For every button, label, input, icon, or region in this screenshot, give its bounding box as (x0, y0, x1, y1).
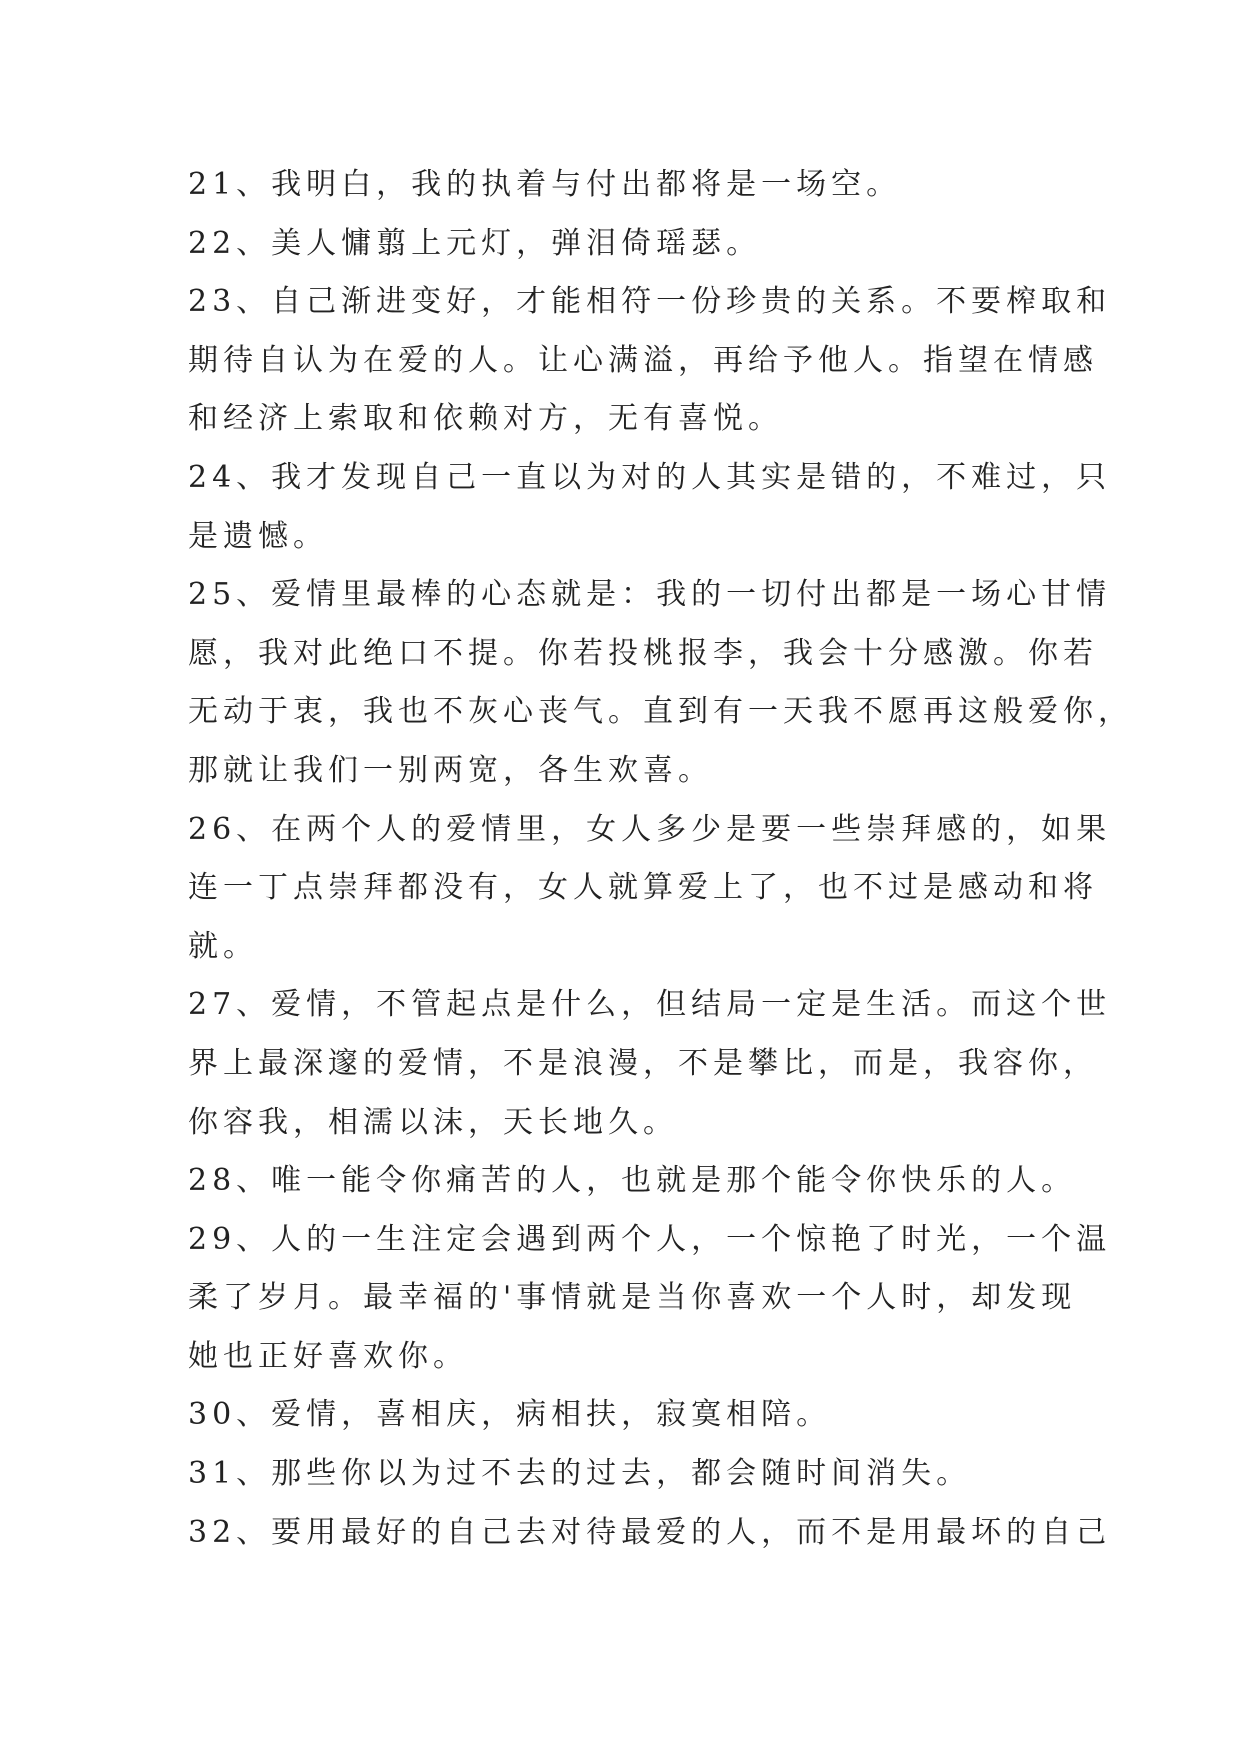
quote-25 (188, 566, 1133, 800)
text-line: 32、要用最好的自己去对待最爱的人，而不是用最坏的自己 (188, 1514, 1112, 1550)
text-line: 是遗憾。 (188, 518, 328, 554)
quote-24 (188, 449, 1112, 566)
text-line: 愿，我对此绝口不提。你若投桃报李，我会十分感激。你若 (188, 635, 1098, 671)
quote-26 (188, 801, 1112, 977)
text-line: 30、爱情，喜相庆，病相扶，寂寞相陪。 (188, 1397, 832, 1433)
quote-21 (188, 156, 1068, 215)
text-line: 就。 (188, 928, 258, 964)
quote-30 (188, 1386, 1068, 1445)
text-line: 27、爱情，不管起点是什么，但结局一定是生活。而这个世 (188, 987, 1112, 1023)
quote-list (188, 156, 1133, 1562)
text-line: 26、在两个人的爱情里，女人多少是要一些崇拜感的，如果 (188, 811, 1112, 847)
text-line: 和经济上索取和依赖对方，无有喜悦。 (188, 401, 783, 437)
text-line: 31、那些你以为过不去的过去，都会随时间消失。 (188, 1456, 972, 1492)
quote-28 (188, 1152, 1077, 1211)
text-line: 25、爱情里最棒的心态就是：我的一切付出都是一场心甘情 (188, 577, 1112, 613)
quote-23 (188, 273, 1112, 449)
text-line: 29、人的一生注定会遇到两个人，一个惊艳了时光，一个温 (188, 1221, 1112, 1257)
quote-31 (188, 1445, 1068, 1504)
text-line: 期待自认为在爱的人。让心满溢，再给予他人。指望在情感 (188, 342, 1098, 378)
quote-32 (188, 1504, 1112, 1563)
text-line: 28、唯一能令你痛苦的人，也就是那个能令你快乐的人。 (188, 1163, 1077, 1199)
text-line: 界上最深邃的爱情，不是浪漫，不是攀比，而是，我容你， (188, 1045, 1098, 1081)
text-line: 柔了岁月。最幸福的'事情就是当你喜欢一个人时，却发现 (188, 1280, 1077, 1316)
text-line: 21、我明白，我的执着与付出都将是一场空。 (188, 167, 902, 202)
text-line: 无动于衷，我也不灰心丧气。直到有一天我不愿再这般爱你， (188, 694, 1133, 730)
text-line: 她也正好喜欢你。 (188, 1338, 468, 1374)
text-line: 你容我，相濡以沫，天长地久。 (188, 1104, 678, 1140)
text-line: 24、我才发现自己一直以为对的人其实是错的，不难过，只 (188, 459, 1112, 495)
text-line: 连一丁点崇拜都没有，女人就算爱上了，也不过是感动和将 (188, 870, 1098, 906)
text-line: 23、自己渐进变好，才能相符一份珍贵的关系。不要榨取和 (188, 284, 1112, 320)
quote-29 (188, 1211, 1112, 1387)
quote-22 (188, 215, 1068, 274)
text-line: 那就让我们一别两宽，各生欢喜。 (188, 752, 713, 788)
text-line: 22、美人慵翦上元灯，弹泪倚瑶瑟。 (188, 225, 762, 261)
quote-27 (188, 976, 1112, 1152)
